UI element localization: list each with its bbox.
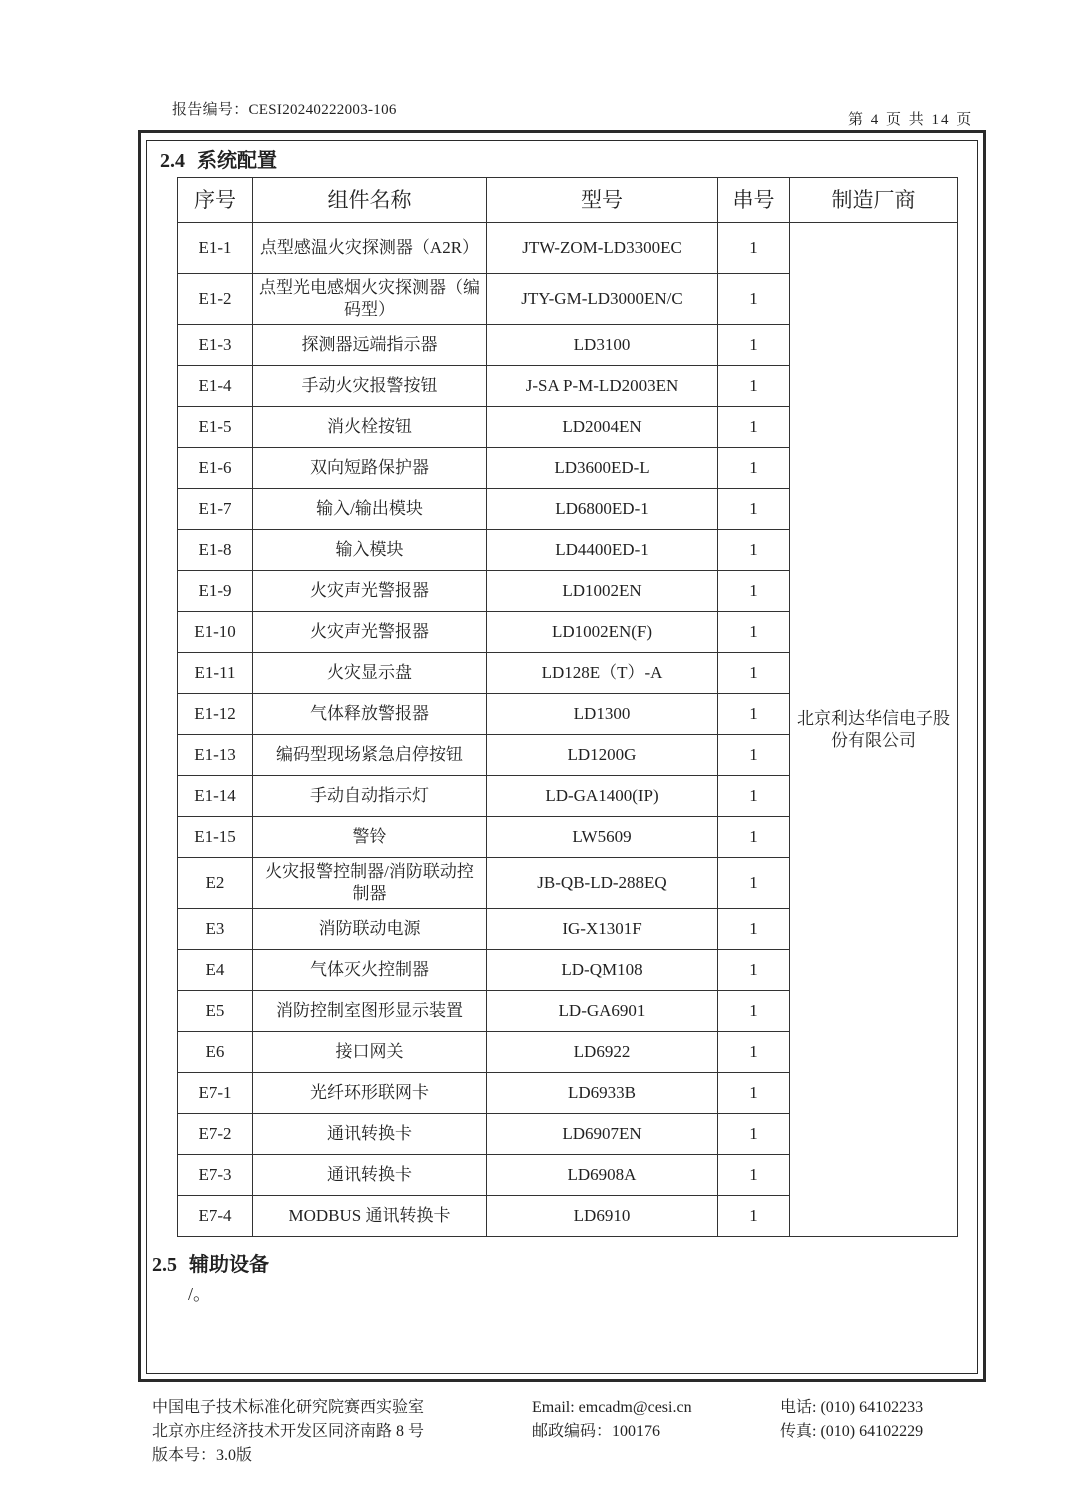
cell-seq: E7-1: [178, 1073, 253, 1114]
cell-serial: 1: [718, 735, 790, 776]
header-component-name: 组件名称: [253, 178, 487, 223]
cell-serial: 1: [718, 223, 790, 274]
header-seq: 序号: [178, 178, 253, 223]
page-info: 第 4 页 共 14 页: [848, 112, 974, 128]
cell-serial: 1: [718, 571, 790, 612]
cell-seq: E1-11: [178, 653, 253, 694]
cell-serial: 1: [718, 1155, 790, 1196]
cell-model: LD2004EN: [487, 407, 718, 448]
cell-serial: 1: [718, 653, 790, 694]
cell-model: IG-X1301F: [487, 909, 718, 950]
cell-model: LD6907EN: [487, 1114, 718, 1155]
section-aux-equipment-title: [152, 1248, 269, 1277]
section-number: 2.5: [152, 1254, 177, 1276]
cell-model: LD-GA1400(IP): [487, 776, 718, 817]
cell-seq: E1-3: [178, 325, 253, 366]
cell-seq: E1-15: [178, 817, 253, 858]
cell-model: LD6910: [487, 1196, 718, 1237]
cell-component-name: 输入模块: [253, 530, 487, 571]
cell-seq: E7-4: [178, 1196, 253, 1237]
cell-seq: E1-2: [178, 274, 253, 325]
table-row: [178, 223, 958, 274]
cell-component-name: 通讯转换卡: [253, 1114, 487, 1155]
cell-seq: E1-9: [178, 571, 253, 612]
section-number: 2.4: [160, 150, 185, 172]
cell-seq: E1-6: [178, 448, 253, 489]
cell-model: LD4400ED-1: [487, 530, 718, 571]
cell-model: LD1002EN: [487, 571, 718, 612]
cell-component-name: 火灾报警控制器/消防联动控制器: [253, 858, 487, 909]
cell-component-name: 气体释放警报器: [253, 694, 487, 735]
cell-serial: 1: [718, 858, 790, 909]
header-serial: 串号: [718, 178, 790, 223]
cell-seq: E7-2: [178, 1114, 253, 1155]
section-title: 系统配置: [197, 150, 277, 172]
cell-serial: 1: [718, 1114, 790, 1155]
cell-seq: E1-14: [178, 776, 253, 817]
cell-component-name: 探测器远端指示器: [253, 325, 487, 366]
cell-component-name: 手动火灾报警按钮: [253, 366, 487, 407]
footer-phone-fax: [780, 1396, 923, 1444]
cell-seq: E3: [178, 909, 253, 950]
cell-seq: E4: [178, 950, 253, 991]
cell-component-name: 通讯转换卡: [253, 1155, 487, 1196]
report-number: 报告编号：CESI20240222003-106: [172, 102, 397, 118]
cell-seq: E6: [178, 1032, 253, 1073]
cell-serial: 1: [718, 274, 790, 325]
cell-component-name: 点型感温火灾探测器（A2R）: [253, 223, 487, 274]
cell-component-name: 双向短路保护器: [253, 448, 487, 489]
cell-serial: 1: [718, 366, 790, 407]
header-manufacturer: 制造厂商: [790, 178, 958, 223]
cell-model: LD6908A: [487, 1155, 718, 1196]
cell-serial: 1: [718, 489, 790, 530]
cell-serial: 1: [718, 530, 790, 571]
cell-component-name: 消防控制室图形显示装置: [253, 991, 487, 1032]
cell-model: LD-QM108: [487, 950, 718, 991]
cell-seq: E1-7: [178, 489, 253, 530]
cell-serial: 1: [718, 817, 790, 858]
footer-version: 版本号：3.0版: [152, 1447, 253, 1464]
header-model: 型号: [487, 178, 718, 223]
cell-component-name: 消火栓按钮: [253, 407, 487, 448]
cell-model: LD6800ED-1: [487, 489, 718, 530]
footer-phone: 电话: (010) 64102233: [780, 1399, 924, 1416]
footer-org: 中国电子技术标准化研究院赛西实验室: [152, 1399, 425, 1416]
cell-seq: E1-12: [178, 694, 253, 735]
footer-org-info: [152, 1396, 424, 1468]
cell-component-name: 输入/输出模块: [253, 489, 487, 530]
cell-seq: E1-8: [178, 530, 253, 571]
cell-model: LD128E（T）-A: [487, 653, 718, 694]
cell-serial: 1: [718, 991, 790, 1032]
footer-email: Email: emcadm@cesi.cn: [532, 1399, 692, 1416]
cell-model: LD-GA6901: [487, 991, 718, 1032]
cell-model: LW5609: [487, 817, 718, 858]
section-title: 辅助设备: [189, 1254, 269, 1276]
cell-model: JB-QB-LD-288EQ: [487, 858, 718, 909]
cell-component-name: 气体灭火控制器: [253, 950, 487, 991]
cell-component-name: 接口网关: [253, 1032, 487, 1073]
cell-seq: E1-4: [178, 366, 253, 407]
cell-model: LD1200G: [487, 735, 718, 776]
cell-component-name: 警铃: [253, 817, 487, 858]
cell-serial: 1: [718, 950, 790, 991]
cell-seq: E5: [178, 991, 253, 1032]
cell-manufacturer: 北京利达华信电子股份有限公司: [790, 223, 958, 1237]
cell-model: LD1002EN(F): [487, 612, 718, 653]
cell-component-name: 手动自动指示灯: [253, 776, 487, 817]
cell-component-name: MODBUS 通讯转换卡: [253, 1196, 487, 1237]
section-system-config-title: [160, 144, 277, 173]
cell-component-name: 火灾声光警报器: [253, 571, 487, 612]
cell-seq: E7-3: [178, 1155, 253, 1196]
cell-model: JTW-ZOM-LD3300EC: [487, 223, 718, 274]
cell-serial: 1: [718, 448, 790, 489]
cell-serial: 1: [718, 1032, 790, 1073]
cell-seq: E1-13: [178, 735, 253, 776]
cell-serial: 1: [718, 1196, 790, 1237]
cell-component-name: 消防联动电源: [253, 909, 487, 950]
cell-model: LD1300: [487, 694, 718, 735]
aux-equipment-value: /。: [188, 1284, 212, 1304]
footer-fax: 传真: (010) 64102229: [780, 1423, 924, 1440]
cell-serial: 1: [718, 325, 790, 366]
footer-contact: [532, 1396, 692, 1444]
cell-serial: 1: [718, 407, 790, 448]
system-config-table: [177, 177, 958, 1237]
cell-serial: 1: [718, 694, 790, 735]
cell-model: JTY-GM-LD3000EN/C: [487, 274, 718, 325]
cell-component-name: 火灾声光警报器: [253, 612, 487, 653]
cell-seq: E1-1: [178, 223, 253, 274]
footer-address: 北京亦庄经济技术开发区同济南路 8 号: [152, 1423, 425, 1440]
cell-model: LD6922: [487, 1032, 718, 1073]
cell-component-name: 火灾显示盘: [253, 653, 487, 694]
cell-model: LD6933B: [487, 1073, 718, 1114]
cell-serial: 1: [718, 776, 790, 817]
table-body: [178, 223, 958, 1237]
cell-serial: 1: [718, 1073, 790, 1114]
cell-component-name: 点型光电感烟火灾探测器（编码型）: [253, 274, 487, 325]
cell-model: LD3600ED-L: [487, 448, 718, 489]
cell-seq: E2: [178, 858, 253, 909]
table-header-row: [178, 178, 958, 223]
cell-component-name: 编码型现场紧急启停按钮: [253, 735, 487, 776]
cell-serial: 1: [718, 909, 790, 950]
footer-postal: 邮政编码：100176: [532, 1423, 661, 1440]
cell-model: J-SA P-M-LD2003EN: [487, 366, 718, 407]
cell-seq: E1-10: [178, 612, 253, 653]
cell-component-name: 光纤环形联网卡: [253, 1073, 487, 1114]
cell-serial: 1: [718, 612, 790, 653]
cell-model: LD3100: [487, 325, 718, 366]
cell-seq: E1-5: [178, 407, 253, 448]
